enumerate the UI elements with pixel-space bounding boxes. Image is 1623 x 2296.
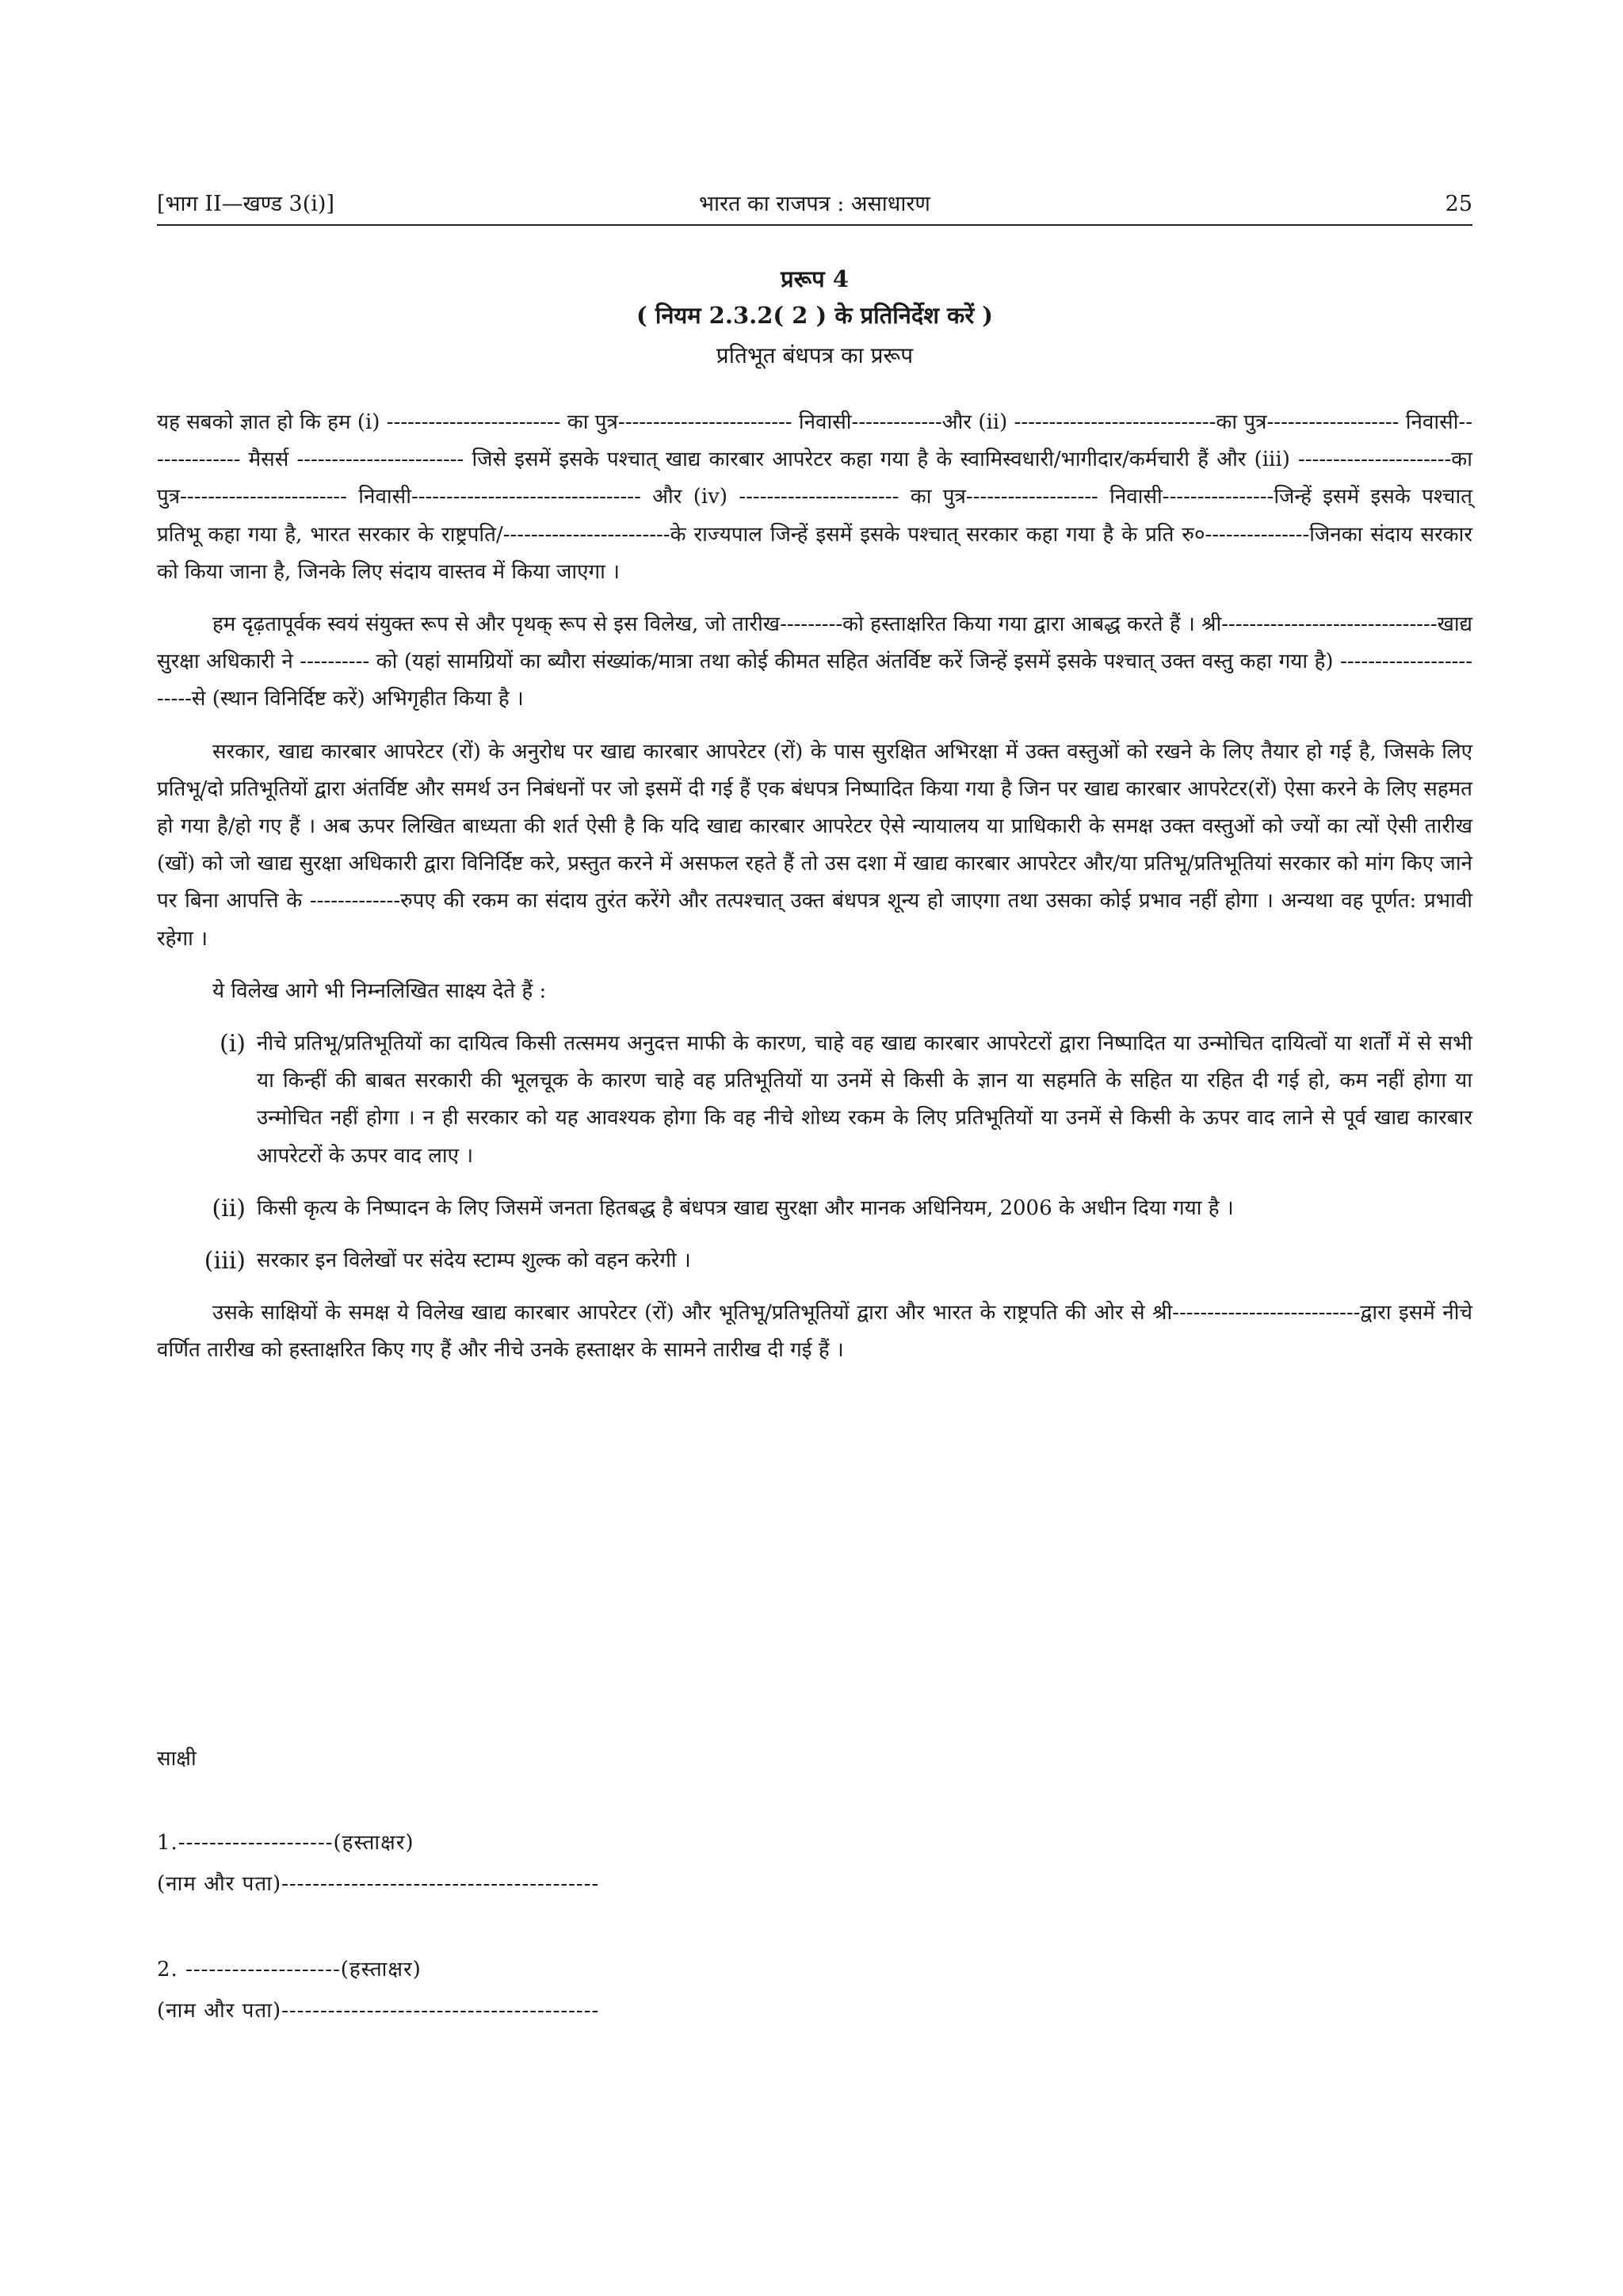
page-number: 25 xyxy=(1445,192,1472,216)
header-publication-title: भारत का राजपत्र : असाधारण xyxy=(699,192,930,216)
witness-2-signature-line: 2. --------------------(हस्ताक्षर) xyxy=(157,1958,422,1981)
witness-1-block xyxy=(157,1822,599,1905)
clause-item xyxy=(157,1242,1472,1280)
testimony-intro: ये विलेख आगे भी निम्नलिखित साक्ष्य देते हैं : xyxy=(212,978,547,1003)
clause-number: (i) xyxy=(219,1030,246,1058)
witness-1-signature-line: 1.--------------------(हस्ताक्षर) xyxy=(157,1831,414,1855)
clause-text: किसी कृत्य के निष्पादन के लिए जिसमें जनता हितबद्ध है बंधपत्र खाद्य सुरक्षा और मानक अधिनियम, 2006 के अधीन दिया गया है । xyxy=(257,1196,1234,1220)
witness-2-block xyxy=(157,1949,599,2031)
bond-body xyxy=(157,404,1472,1385)
witness-2-name-line: (नाम और पता)----------------------------------------- xyxy=(157,1999,600,2023)
clause-text: सरकार इन विलेखों पर संदेय स्टाम्प शुल्क को वहन करेगी । xyxy=(257,1249,691,1273)
running-header xyxy=(157,189,1472,223)
clause-text: नीचे प्रतिभू/प्रतिभूतियों का दायित्व किसी तत्समय अनुदत्त माफी के कारण, चाहे वह खाद्य कारबार आपरेटरों द्वारा निष्पादित या उन्मोचित दायित्वों या शर्तों में से सभी या किन्हीं की बाबत सरकारी की भूलचूक के कारण चाहे वह प्रतिभूतियों या उनमें से किसी के ज्ञान या सहमति के सहित या रहित दी गई हो, कम नहीं होगा या उन्मोचित नहीं होगा । न ही सरकार को यह आवश्यक होगा कि वह नीचे शोध्य रकम के लिए प्रतिभूतियों या उनमें से किसी के ऊपर वाद लाने से पूर्व खाद्य कारबार आपरेटरों के ऊपर वाद लाए । xyxy=(257,1032,1472,1168)
clause-item xyxy=(157,1190,1472,1227)
paragraph-execution: उसके साक्षियों के समक्ष ये विलेख खाद्य कारबार आपरेटर (रों) और भूतिभू/प्रतिभूतियों द्वारा और भारत के राष्ट्रपति की ओर से श्री---------------------------द्वारा इसमें नीचे वर्णित तारीख को हस्ताक्षरित किए गए हैं और नीचे उनके हस्ताक्षर के सामने तारीख दी गई हैं । xyxy=(157,1301,1472,1363)
rule-reference: ( नियम 2.3.2( 2 ) के प्रतिनिर्देश करें ) xyxy=(636,302,993,329)
header-divider xyxy=(157,224,1472,226)
witness-1-name-line: (नाम और पता)----------------------------------------- xyxy=(157,1872,600,1896)
clause-item xyxy=(157,1025,1472,1175)
witness-heading: साक्षी xyxy=(157,1747,197,1771)
paragraph-condition: सरकार, खाद्य कारबार आपरेटर (रों) के अनुरोध पर खाद्य कारबार आपरेटर (रों) के पास सुरक्षित अभिरक्षा में उक्त वस्तुओं को रखने के लिए तैयार हो गई है, जिसके लिए प्रतिभू/दो प्रतिभूतियों द्वारा अंतर्विष्ट और समर्थ उन निबंधनों पर जो इसमें दी गई हैं एक बंधपत्र निष्पादित किया गया है जिन पर खाद्य कारबार आपरेटर(रों) ऐसा करने के लिए सहमत हो गया है/हो गए हैं । अब ऊपर लिखित बाध्यता की शर्त ऐसी है कि यदि खाद्य कारबार आपरेटर ऐसे न्यायालय या प्राधिकारी के समक्ष उक्त वस्तुओं को ज्यों का त्यों ऐसी तारीख (खों) को जो खाद्य सुरक्षा अधिकारी द्वारा विनिर्दिष्ट करे, प्रस्तुत करने में असफल रहते हैं तो उस दशा में खाद्य कारबार आपरेटर और/या प्रतिभू/प्रतिभूतियां सरकार को मांग किए जाने पर बिना आपत्ति के -------------रुपए की रकम का संदाय तुरंत करेंगे और तत्पश्चात् उक्त बंधपत्र शून्य हो जाएगा तथा उसका कोई प्रभाव नहीं होगा । अन्यथा वह पूर्णत: प्रभावी रहेगा । xyxy=(157,739,1472,951)
form-subtitle: प्रतिभूत बंधपत्र का प्ररूप xyxy=(716,342,914,368)
paragraph-seizure: हम दृढ़तापूर्वक स्वयं संयुक्त रूप से और पृथक् रूप से इस विलेख, जो तारीख---------को हस्ताक्षरित किया गया द्वारा आबद्ध करते हैं । श्री-------------------------------खाद्य सुरक्षा अधिकारी ने ---------- को (यहां सामग्रियों का ब्यौरा संख्यांक/मात्रा तथा कोई कीमत सहित अंतर्विष्ट करें जिन्हें इसमें इसके पश्चात् उक्त वस्तु कहा गया है) ------------------------से (स्थान विनिर्दिष्ट करें) अभिगृहीत किया है । xyxy=(157,612,1472,711)
paragraph-parties: यह सबको ज्ञात हो कि हम (i) ------------------------- का पुत्र------------------------- निवासी-------------और (ii) -----------------------------का पुत्र------------------- निवासी-------------- मैसर्स ------------------------ जिसे इसमें इसके पश्चात् खाद्य कारबार आपरेटर कहा गया है के स्वामिस्वधारी/भागीदार/कर्मचारी हैं और (iii) ----------------------का पुत्र------------------------ निवासी--------------------------------- और (iv) ----------------------- का पुत्र------------------- निवासी----------------जिन्हें इसमें इसके पश्चात् प्रतिभू कहा गया है, भारत सरकार के राष्ट्रपति/------------------------के राज्यपाल जिन्हें इसमें इसके पश्चात् सरकार कहा गया है के प्रति रु०---------------जिनका संदाय सरकार को किया जाना है, जिनके लिए संदाय वास्तव में किया जाएगा । xyxy=(157,410,1472,584)
header-section-label: [भाग II—खण्ड 3(i)] xyxy=(157,192,334,216)
form-title: प्ररूप 4 xyxy=(781,265,849,292)
gazette-page xyxy=(157,0,1472,2296)
clause-number: (iii) xyxy=(204,1247,246,1276)
clause-number: (ii) xyxy=(212,1194,246,1222)
